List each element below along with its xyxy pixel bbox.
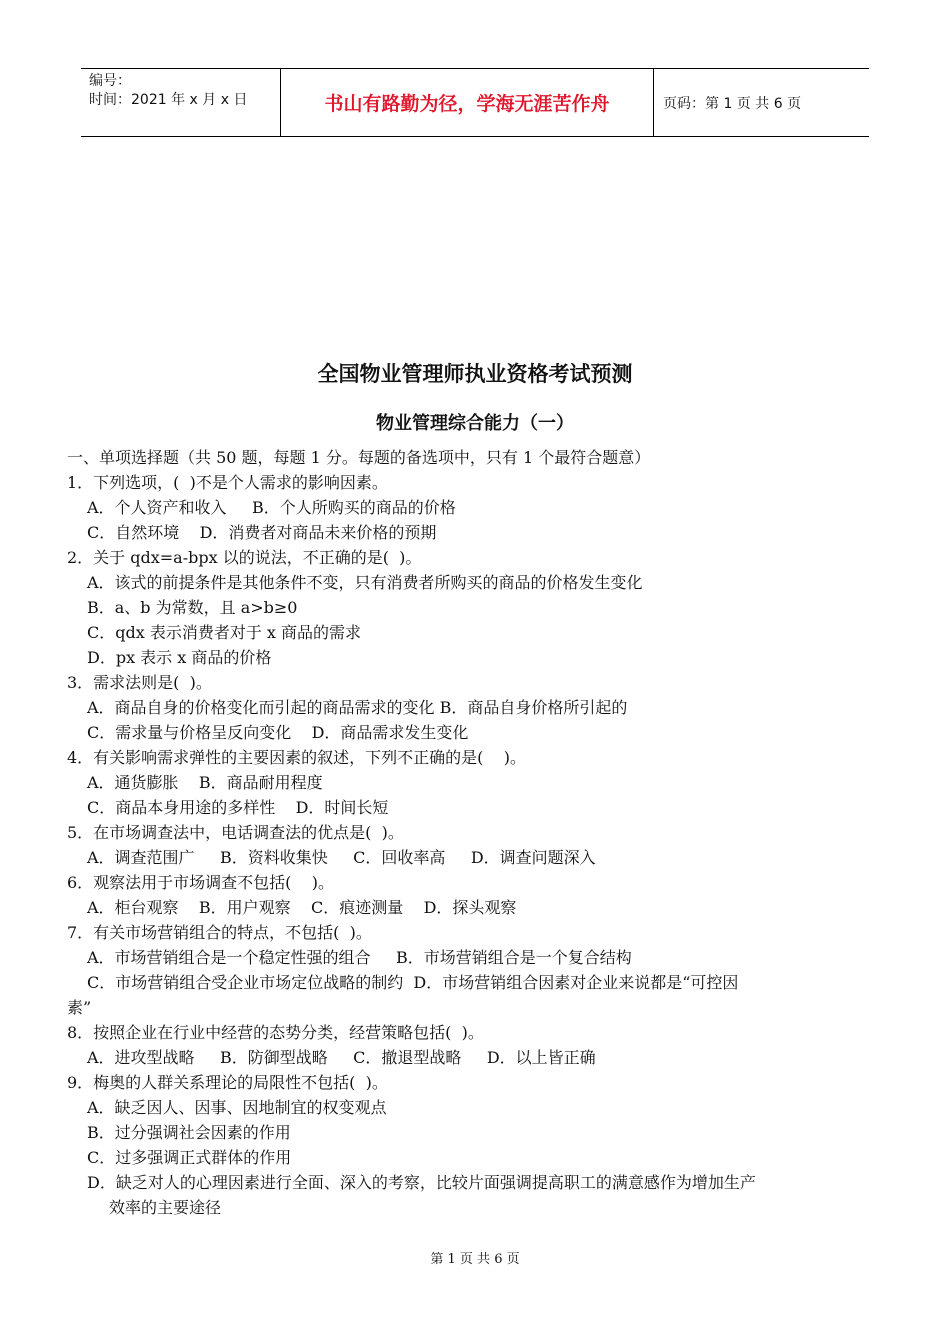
question-9-option-b: B．过分强调社会因素的作用 <box>87 1123 291 1142</box>
motto: 书山有路勤为径，学海无涯苦作舟 <box>324 93 610 115</box>
question-7-options-cd: C．市场营销组合受企业市场定位战略的制约 D．市场营销组合因素对企业来说都是“可控因 <box>87 973 739 992</box>
document-date: 时间：2021 年 x 月 x 日 <box>89 92 248 108</box>
page-header <box>81 68 869 137</box>
question-6-options: A．柜台观察 B．用户观察 C．痕迹测量 D．探头观察 <box>87 898 517 917</box>
question-2: 2．关于 qdx=a-bpx 以的说法，不正确的是( )。 <box>67 548 422 567</box>
document-subtitle: 物业管理综合能力（一） <box>376 413 574 434</box>
page-footer: 第 1 页 共 6 页 <box>430 1252 520 1267</box>
question-1-options-ab: A．个人资产和收入 B．个人所购买的商品的价格 <box>87 498 456 517</box>
question-2-option-d: D．px 表示 x 商品的价格 <box>87 648 272 667</box>
question-5: 5．在市场调查法中，电话调查法的优点是( )。 <box>67 823 404 842</box>
question-3: 3．需求法则是( )。 <box>67 673 212 692</box>
document-title: 全国物业管理师执业资格考试预测 <box>317 362 633 386</box>
question-4: 4．有关影响需求弹性的主要因素的叙述，下列不正确的是( )。 <box>67 748 527 767</box>
question-8: 8．按照企业在行业中经营的态势分类，经营策略包括( )。 <box>67 1023 484 1042</box>
question-9-option-c: C．过多强调正式群体的作用 <box>87 1148 292 1167</box>
question-4-options-cd: C．商品本身用途的多样性 D．时间长短 <box>87 798 389 817</box>
header-meta <box>81 69 281 136</box>
question-7: 7．有关市场营销组合的特点，不包括( )。 <box>67 923 372 942</box>
question-2-option-b: B．a、b 为常数，且 a>b≥0 <box>87 598 298 617</box>
question-7-options-ab: A．市场营销组合是一个稳定性强的组合 B．市场营销组合是一个复合结构 <box>87 948 632 967</box>
question-3-options-ab: A．商品自身的价格变化而引起的商品需求的变化 B．商品自身价格所引起的 <box>87 698 628 717</box>
question-body <box>67 445 887 1220</box>
question-8-options: A．进攻型战略 B．防御型战略 C．撤退型战略 D．以上皆正确 <box>87 1048 596 1067</box>
section-heading: 一、单项选择题（共 50 题，每题 1 分。每题的备选项中，只有 1 个最符合题意） <box>67 448 651 467</box>
question-9: 9．梅奥的人群关系理论的局限性不包括( )。 <box>67 1073 388 1092</box>
question-2-option-c: C．qdx 表示消费者对于 x 商品的需求 <box>87 623 362 642</box>
question-9-option-a: A．缺乏因人、因事、因地制宜的权变观点 <box>87 1098 387 1117</box>
page-indicator: 页码：第 1 页 共 6 页 <box>663 95 802 112</box>
question-3-options-cd: C．需求量与价格呈反向变化 D．商品需求发生变化 <box>87 723 469 742</box>
question-6: 6．观察法用于市场调查不包括( )。 <box>67 873 335 892</box>
question-1-options-cd: C．自然环境 D．消费者对商品未来价格的预期 <box>87 523 437 542</box>
document-number: 编号： <box>89 73 131 89</box>
question-9-option-d: D．缺乏对人的心理因素进行全面、深入的考察，比较片面强调提高职工的满意感作为增加生产 <box>87 1173 756 1192</box>
question-5-options: A．调查范围广 B．资料收集快 C．回收率高 D．调查问题深入 <box>87 848 596 867</box>
question-7-options-cd-wrap: 素” <box>67 998 92 1017</box>
question-2-option-a: A．该式的前提条件是其他条件不变，只有消费者所购买的商品的价格发生变化 <box>87 573 643 592</box>
question-4-options-ab: A．通货膨胀 B．商品耐用程度 <box>87 773 323 792</box>
question-1: 1．下列选项，( )不是个人需求的影响因素。 <box>67 473 388 492</box>
header-motto-cell <box>281 69 654 136</box>
question-9-option-d-wrap: 效率的主要途径 <box>109 1198 222 1217</box>
header-page-cell <box>654 69 869 136</box>
